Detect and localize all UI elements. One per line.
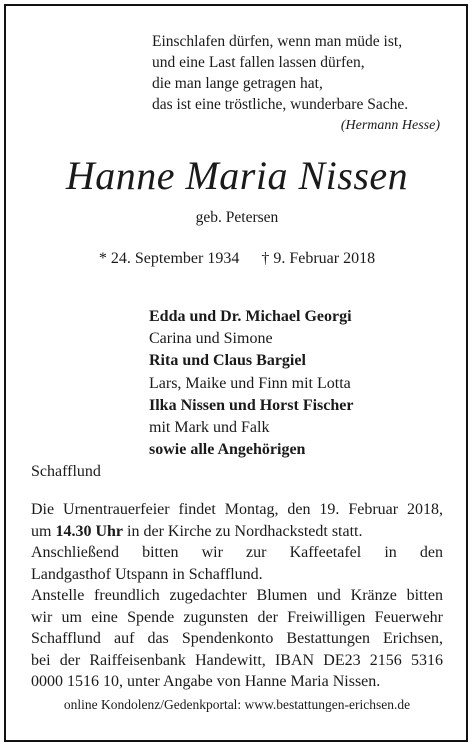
- notice-text: [31, 499, 443, 693]
- donation-line: wir um eine Spende zugunsten der Freiwilligen Feuerwehr: [31, 608, 443, 626]
- donation-line: bei der Raiffeisenbank Handewitt, IBAN DE23 2156 5316: [31, 651, 443, 669]
- poem-line: die man lange getragen hat,: [152, 75, 323, 92]
- mourner-line: Carina und Simone: [149, 330, 273, 348]
- birth-date: * 24. September 1934: [98, 250, 240, 267]
- mourner-line: Rita und Claus Bargiel: [149, 352, 306, 370]
- word: bitten: [142, 544, 179, 561]
- coffee-line: Landgasthof Utspann in Schafflund.: [31, 565, 263, 583]
- funeral-text: um: [31, 522, 56, 540]
- funeral-time: 14.30 Uhr: [55, 522, 124, 540]
- donation-line: Schafflund auf das Spendenkonto Bestattungen Erichsen,: [31, 630, 443, 647]
- place-name: Schafflund: [31, 463, 101, 480]
- funeral-line: [31, 521, 443, 543]
- funeral-text: in der Kirche zu Nordhackstedt statt.: [123, 522, 363, 540]
- mourner-line: sowie alle Angehörigen: [149, 441, 306, 459]
- funeral-line: Die Urnentrauerfeier findet Montag, den 19. Februar 2018,: [31, 501, 443, 518]
- mourner-line: Ilka Nissen und Horst Fischer: [149, 396, 354, 414]
- mourner-line: Lars, Maike und Finn mit Lotta: [149, 374, 351, 392]
- mourners-list: [149, 306, 449, 461]
- death-date: † 9. Februar 2018: [261, 250, 376, 267]
- deceased-name: Hanne Maria Nissen: [65, 153, 409, 198]
- coffee-line: [31, 542, 443, 564]
- maiden-name: geb. Petersen: [195, 209, 279, 226]
- poem-line: Einschlafen dürfen, wenn man müde ist,: [152, 33, 403, 50]
- mourner-line: Edda und Dr. Michael Georgi: [149, 308, 352, 325]
- donation-line: Anstelle freundlich zugedachter Blumen und Kränze bitten: [31, 587, 443, 604]
- poem-line: und eine Last fallen lassen dürfen,: [152, 54, 365, 71]
- word: Anschließend: [31, 544, 119, 561]
- word: in: [384, 544, 397, 561]
- word: den: [419, 544, 443, 561]
- donation-line: 0000 1516 10, unter Angabe von Hanne Maria Nissen.: [31, 673, 381, 690]
- poem-author: (Hermann Hesse): [340, 118, 440, 133]
- word: wir: [201, 544, 223, 561]
- condolence-portal-link: online Kondolenz/Gedenkportal: www.bestattungen-erichsen.de: [63, 697, 411, 712]
- life-dates: [0, 250, 474, 268]
- poem-line: das ist eine tröstliche, wunderbare Sache.: [152, 96, 409, 113]
- word: zur: [246, 544, 267, 561]
- word: Kaffeetafel: [289, 544, 362, 561]
- mourner-line: mit Mark und Falk: [149, 419, 270, 437]
- poem: [152, 31, 442, 115]
